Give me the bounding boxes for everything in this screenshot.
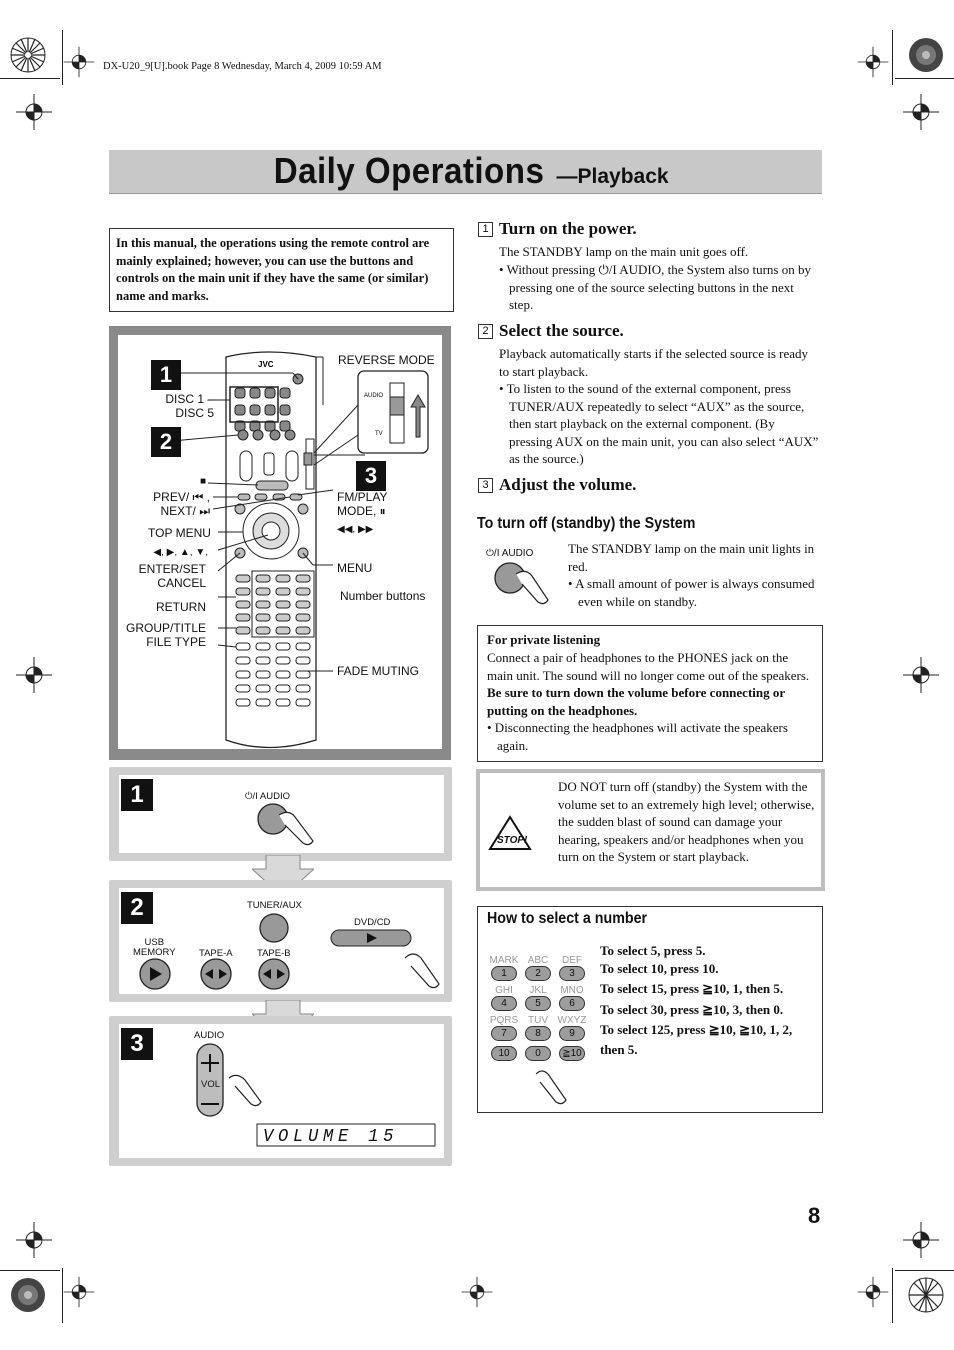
crosshair-icon <box>14 1220 54 1260</box>
crop-mark <box>0 78 60 79</box>
number-key-5[interactable]: 5 <box>525 996 551 1011</box>
crosshair-icon <box>460 1275 494 1309</box>
inset-audio-label: AUDIO <box>364 393 384 399</box>
number-key-3[interactable]: 3 <box>559 966 585 981</box>
registration-wheel-icon <box>906 1275 946 1315</box>
private-listening-box <box>477 625 823 762</box>
top-menu-label: TOP MENU <box>148 526 211 540</box>
private-listening-bullet: • Disconnecting the headphones will activate the speakers again. <box>487 720 788 753</box>
remote-diagram <box>118 335 442 749</box>
dvd-cd-label: DVD/CD <box>354 917 391 928</box>
remote-brand: JVC <box>258 360 274 369</box>
crosshair-icon <box>901 92 941 132</box>
finger-icon <box>229 1075 261 1105</box>
tape-b-label: TAPE-B <box>257 948 291 959</box>
page-title <box>109 150 822 192</box>
volume-display-text: VOLUME 15 <box>263 1127 399 1147</box>
step-panel-badge-1: 1 <box>121 779 153 811</box>
registration-wheel-icon <box>8 35 48 75</box>
group-title-label: GROUP/TITLE <box>125 621 206 635</box>
number-key-≧10[interactable]: ≧10 <box>559 1046 585 1061</box>
stop-warning-text: STOP! <box>497 835 528 846</box>
select-line-4: To select 30, press ≧10, 3, then 0. <box>600 1002 784 1017</box>
step-text-1: The STANDBY lamp on the main unit goes off. <box>499 244 749 259</box>
enter-set-label: ENTER/SET <box>138 562 206 576</box>
remote-badge-1: 1 <box>151 360 181 390</box>
crop-mark <box>895 1270 954 1271</box>
select-line-5: To select 125, press ≧10, ≧10, 1, 2, then 5. <box>600 1022 793 1057</box>
remote-badge-3: 3 <box>356 461 386 491</box>
file-type-label: FILE TYPE <box>146 635 206 649</box>
number-key-letters: MNO <box>560 985 584 996</box>
number-key-letters: DEF <box>562 955 582 966</box>
select-line-1: To select 5, press 5. <box>600 943 706 958</box>
registration-wheel-icon <box>906 35 946 75</box>
remote-diagram-panel <box>109 326 451 760</box>
menu-label: MENU <box>337 561 373 575</box>
select-line-2: To select 10, press 10. <box>600 961 719 976</box>
number-key-8[interactable]: 8 <box>525 1026 551 1041</box>
disc-label: DISC 1 – DISC 5 <box>165 392 214 420</box>
stop-symbol: ■ <box>200 476 207 487</box>
number-key-6[interactable]: 6 <box>559 996 585 1011</box>
remote-badge-2: 2 <box>151 427 181 457</box>
step-bullet-1: • Without pressing ⏻/I AUDIO, the System also turns on by pressing one of the source selecting buttons in the next step. <box>499 262 811 313</box>
crop-mark <box>0 1270 60 1271</box>
crosshair-icon <box>62 1275 96 1309</box>
page-title-main: Daily Operations <box>274 150 545 191</box>
vol-label: VOL <box>201 1079 221 1090</box>
number-key-letters: TUV <box>528 1015 548 1026</box>
number-key-10[interactable]: 10 <box>491 1046 517 1061</box>
step-number-3: 3 <box>478 478 493 493</box>
fm-play-label: FM/PLAY MODE, ⏸ <box>337 490 388 518</box>
audio-label: AUDIO <box>194 1030 225 1041</box>
private-listening-title: For private listening <box>487 632 601 647</box>
return-label: RETURN <box>156 600 206 614</box>
select-line-3: To select 15, press ≧10, 1, then 5. <box>600 981 784 996</box>
power-button-press-icon <box>488 560 554 612</box>
skip-symbols: ◀◀, ▶▶ <box>337 524 374 535</box>
crosshair-icon <box>901 655 941 695</box>
number-key-0[interactable]: 0 <box>525 1046 551 1061</box>
crosshair-icon <box>856 45 890 79</box>
number-key-1[interactable]: 1 <box>491 966 517 981</box>
number-key-letters: WXYZ <box>557 1015 587 1026</box>
step-number-2: 2 <box>478 324 493 339</box>
crosshair-icon <box>62 45 96 79</box>
print-header: DX-U20_9[U].book Page 8 Wednesday, March 4, 2009 10:59 AM <box>103 61 382 72</box>
registration-wheel-icon <box>8 1275 48 1315</box>
fade-muting-label: FADE MUTING <box>337 664 420 678</box>
step-title-3: Adjust the volume. <box>499 475 637 494</box>
number-buttons-label: Number buttons <box>340 589 426 603</box>
number-key-letters: ABC <box>527 955 549 966</box>
number-key-4[interactable]: 4 <box>491 996 517 1011</box>
power-audio-label: ⏻/I AUDIO <box>245 791 290 802</box>
number-key-letters: GHI <box>495 985 513 996</box>
manual-note: In this manual, the operations using the remote control are mainly explained; however, you can use the buttons and controls on the main unit if they have the same (or similar) name and marks. <box>109 228 454 312</box>
step-panel-1 <box>109 767 452 861</box>
step-text-2: Playback automatically starts if the selected source is ready to start playback. <box>499 346 808 379</box>
standby-heading: To turn off (standby) the System <box>477 515 696 532</box>
tape-a-label: TAPE-A <box>199 948 233 959</box>
step-panel-3 <box>109 1016 452 1166</box>
number-select-heading: How to select a number <box>487 910 648 927</box>
step-panel-badge-2: 2 <box>121 892 153 924</box>
tuner-aux-button[interactable] <box>260 914 288 942</box>
reverse-mode-label: REVERSE MODE <box>338 353 435 367</box>
tuner-aux-label: TUNER/AUX <box>247 900 302 911</box>
prev-next-label: PREV/ ⏮ , NEXT/ ⏭ <box>153 490 210 518</box>
number-key-7[interactable]: 7 <box>491 1026 517 1041</box>
standby-text: The STANDBY lamp on the main unit lights in red. <box>568 541 815 574</box>
step-number-1: 1 <box>478 222 493 237</box>
crosshair-icon <box>901 1220 941 1260</box>
finger-icon <box>532 1068 572 1110</box>
number-key-letters: MARK <box>489 955 519 966</box>
caution-box <box>476 769 825 891</box>
crop-mark <box>892 30 893 85</box>
stop-warning-icon <box>488 815 532 851</box>
standby-button-label: ⏻/I AUDIO <box>486 548 534 559</box>
finger-icon <box>405 954 439 988</box>
number-key-9[interactable]: 9 <box>559 1026 585 1041</box>
inset-tv-label: TV <box>375 431 383 437</box>
number-key-letters: PQRS <box>489 1015 519 1026</box>
step-bullet-2: • To listen to the sound of the external component, press TUNER/AUX repeatedly to select “AUX” as the source, then start playback on the external component. (By pressing AUX on the main unit, you can also select “AUX” as the source.) <box>499 381 819 467</box>
crosshair-icon <box>856 1275 890 1309</box>
step-title-2: Select the source. <box>499 321 624 340</box>
step-panel-2 <box>109 880 452 1002</box>
private-listening-text: Connect a pair of headphones to the PHONES jack on the main unit. The sound will no longer come out of the speakers. Be sure to turn down the volume before connecting or putting on the headphones. <box>487 650 810 718</box>
step-title-1: Turn on the power. <box>499 219 637 238</box>
page-number: 8 <box>808 1203 821 1228</box>
cancel-label: CANCEL <box>157 576 206 590</box>
crosshair-icon <box>14 655 54 695</box>
page-title-sub: —Playback <box>556 165 669 188</box>
number-key-letters: JKL <box>529 985 547 996</box>
usb-memory-label: USB MEMORY <box>133 937 176 958</box>
caution-text: DO NOT turn off (standby) the System with the volume set to an extremely high level; otherwise, the sudden blast of sound can damage your hearing, speakers and/or headphones when you turn on the System or start playback. <box>558 779 815 865</box>
standby-bullet: • A small amount of power is always consumed even while on standby. <box>568 576 815 609</box>
power-button-press-icon <box>249 801 329 851</box>
cursor-symbols: ◀, ▶, ▲, ▼, <box>153 547 208 558</box>
crosshair-icon <box>14 92 54 132</box>
number-key-2[interactable]: 2 <box>525 966 551 981</box>
crop-mark <box>892 1268 893 1323</box>
step-panel-badge-3: 3 <box>121 1028 153 1060</box>
crop-mark <box>895 78 954 79</box>
title-bar <box>109 150 822 194</box>
